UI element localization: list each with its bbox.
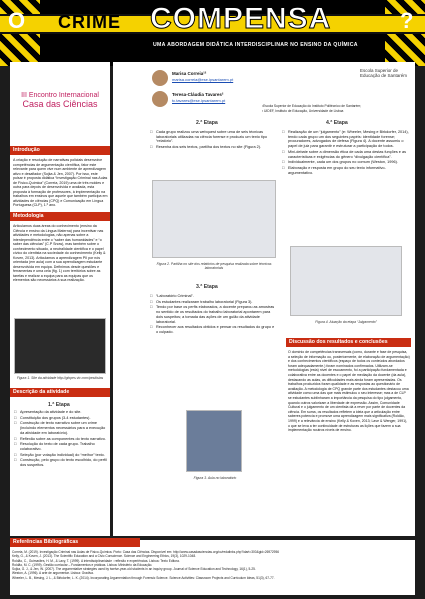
stage-2-item: □ Cada grupo realizou uma webquest sobre uma de seis técnicas laboratoriais utilizadas na ciência forense e produziu um texto tipo “relatório”. — [150, 130, 276, 144]
figure-2-caption: Figura 2. Partilha no site dos relatórios de pesquisa realizada sobre técnicas laboratoriais — [156, 262, 272, 270]
method-text: Articulamos duas áreas do conhecimento (ensino da Ciência e ensino da Língua Materna) para incentivar nas atividades e metodologias, não apenas sobre a interdependência entre o “saber das humanidades” e “o saber das ciências” (C.P Snow), mas também sobre o conhecimento situado, a neutralidade científica e o papel cívico do cientista na sociedade do conhecimento (Kelly & Koven, 2013). Articulamos a aprendizagem PII por nós orientada (em aula) com a sua aprendizagem estudante desenvolvida em equipa. Definimos desde questões e ferramentas e uma cela (fig. 1) com territórios sobre as tarefas e realizar a equipa para as equipas que os elementos são necessários à sua realização. — [13, 224, 106, 282]
intro-heading: Introdução — [10, 146, 110, 155]
reference-item: Sojka, G. J., & Jen, W. (2007). The argumentative strategies used by twelve-year-old students in an inquiry group. Journal of Science Education and Technology, 16(1), 5-25. — [12, 567, 256, 572]
stage-1-item: □ Resolução do texto de cada grupo. Trabalho colaborativo. — [14, 442, 108, 451]
author-2-avatar — [152, 91, 168, 107]
affiliation-2: ² UIDEF, Instituto de Educação, Universidade de Lisboa — [262, 109, 344, 113]
stage-4-item: □ Mini-debate sobre a dimensão ética de cada uma destas funções e as características e exigências do gênero “divulgação científica”. — [282, 150, 410, 159]
discussion-text: O domínio de competências transversais (como, durante e fase de pesquisa, a seleção de informação ou, posteriormente, de elaboração de argumentação) e dos conhecimentos científicos (espaço de todos os conteúdos abordados foram adequadamente.) foram nominados confirmados. Utilizam-se metodologias (esta) nível de escoamento, foi a participação fundamentada e colaborativa entre as docentes e o papel de mediação da docente (da aula), destacando as aulas, as dificuldades mais ainda foram apresentadas. Os trabalhos produzidos foram qualidade e as respostas ao questionário de avaliação. A metodologia de CPQ grande parte dos estudantes destacou uma atividade como uma das que mais estimulou o seu interesse; mas a de CLP se estudantes sublinharam a importância da pesquisa do tipo julgamento, quando outros valorizam a liberdade de expressão. Assim, Comunidade Cultural e o julgamento de um cientista dá a rever por parte de docentes da ciência. Em suma, os resultados refletem a ideia que a articulação entre saberes potencia e promove uma aprendizagem mais significativa (Roldão, 1999) e a relevância de ensino (Kelly & Koven, 2013; Lave & Wenger, 1991), o que se leva a ter continuidade de estruturas as lições que fazem a sua implementação noutros níveis de ensino. — [288, 350, 410, 433]
author-1-avatar — [152, 70, 168, 86]
reference-item: Wheeler, L. B., Mesing, J. L., & Birkdorfer, L. K. (2014). Incorporating Argumentation through Forensic Science. Science Activities: Classroom Projects and Curriculum Ideas, 51(3), 67-77. — [12, 575, 275, 580]
figure-3-caption: Figura 3. Aula no laboratório — [193, 476, 237, 480]
title-letter-o: O — [8, 8, 26, 33]
stage-1-item: □ Construção de texto narrativo sobre um crime (incluindo elementos necessários para a execução da atividade em laboratório). — [14, 421, 108, 435]
stage-1-item: □ Seleção (por votação individual) do “melhor” texto. — [14, 453, 108, 458]
discussion-heading: Discussão dos resultados e conclusões — [286, 338, 411, 347]
poster-subtitle: UMA ABORDAGEM DIDÁTICA INTERDISCIPLINAR NO ENSINO DA QUÍMICA — [153, 42, 358, 48]
figure-1-caption: Figura 1. Site da atividade http://glopes.vic.com/peskistas — [16, 376, 104, 380]
reference-item: Correia, M. (2019). Investigação Criminal nas Aulas de Físico-Química. Porto: Casa das Ciências. Disponível em: http://www.casadasciencias.org/cc/redalinks.php?idart=300&gid=26972956 — [12, 550, 279, 554]
stage-4-item: □ Individualmente, cada um dos grupos no comum (Weston, 1996). — [282, 160, 410, 165]
stage-4-title: 4.ª Etapa — [326, 120, 348, 126]
figure-2-reports-screenshot — [152, 180, 276, 258]
author-1-name: Marisa Correia¹² — [172, 71, 207, 76]
stage-2-list — [150, 130, 276, 151]
figure-4-trial-screenshot — [290, 246, 402, 316]
poster-header — [0, 0, 425, 66]
stage-2-item: □ Resenha dos seis textos, partilha dos textos no site (Figura 2). — [150, 145, 276, 150]
stage-1-item: □ Construção, pelo grupo do texto escolhido, do perfil dos suspeitos. — [14, 458, 108, 467]
references-list — [12, 550, 412, 580]
stage-4-item: □ Realização de um “julgamento” (e: Wheeler, Mesing e Birkdorfer, 2014), tendo cada grupo um dos seguintes papéis: identidade forense; procuradores, advogados de defesa (Figura 4). A docente assumiu o papel de juiz para garantir e estruturar a participação de todos. — [282, 130, 410, 149]
title-crime: CRIME — [58, 12, 121, 32]
description-heading: Descrição da atividade — [10, 388, 110, 397]
figure-3-lab-photo — [186, 410, 242, 472]
title-compensa: COMPENSA — [150, 2, 332, 35]
logo-line2: Casa das Ciências — [22, 99, 98, 109]
reference-item: Roldão, C., Guimarães, H. M., & Lavy, T. (1999). A interdisciplinaridade : reflexão e experiências. Lisboa: Texto Editora. — [12, 558, 180, 563]
reference-item: Kelly, G., & Koven, J. (2013). The Scientific Education and a Civic Conscience. Science and Engineering Ethics, 19(3), 1029-1048. — [12, 554, 196, 559]
stage-3-item: □ Tendo por base os perfis elaborados, a docente preparou as amostras no sentido de os resultados do trabalho laboratorial apontarem para dois suspeitos; a tomada das ações de um guião da atividade laboratorial. — [150, 305, 276, 324]
school-logo: Escola Superior de Educação de Santarém — [360, 68, 408, 78]
affiliation-1: ¹Escola Superior de Educação do Instituto Politécnico de Santarém; — [262, 104, 362, 108]
intro-text: A criação e resolução de narrativas policiais desenvolve competências de argumentação científica, fator este relevante para quem vive num ambiente de aprendizagem ativo e desafiador (Sojka & Jen, 2007). Por isso, este pulsar é proposta didática “Investigação Criminal nas Aulas de Físico-Química” (Correia, 2019) uma de três moldes e outra para depois de desenvolvida e avaliada, esta proposta à formação de professores, à implementação na trabalhos em ensinos que aquele que também participa em atividades de ciências (CPQ) e Comunicação em Língua Portuguesa (CLP), 1.º ano. — [13, 158, 108, 207]
stage-3-item: □ Reconhecer aos resultados obtidos e pensar os resultados do grupo e o culpado. — [150, 325, 276, 334]
method-heading: Metodologia — [10, 212, 110, 221]
logo-line1: III Encontro Internacional — [21, 92, 99, 99]
casa-ciencias-logo — [10, 68, 110, 140]
stage-3-item: □ Os estudantes realizaram trabalho laboratorial (Figura 3). — [150, 300, 276, 305]
stage-3-item: □ “Laboratório Criminal”. — [150, 294, 276, 299]
author-2-email[interactable]: tc.tavares@ese.ipsantarem.pt — [172, 98, 226, 103]
reference-item: Roldão, M. C. (1999). Gestão curricular – Fundamentos e práticas. Lisboa: Ministério da Educação. — [12, 562, 153, 567]
stage-2-title: 2.ª Etapa — [196, 120, 218, 126]
reference-item: Weston, A. (1996). A arte de argumentar. Lisboa: Gradiva. — [12, 571, 94, 576]
figure-1-site-screenshot — [14, 318, 106, 374]
stage-1-item: □ Reflexão sobre as componentes do texto narrativo. — [14, 437, 108, 442]
stage-1-item: □ Constituição dos grupos (3-4 estudantes). — [14, 416, 108, 421]
stage-1-item: □ Apresentação da atividade e do site. — [14, 410, 108, 415]
author-1-email[interactable]: marisa.correia@ese.ipsantarem.pt — [172, 77, 234, 82]
title-question-mark: ? — [400, 8, 414, 33]
figure-4-caption: Figura 4. Atuação da etapa “Julgamento” — [315, 320, 377, 324]
stage-1-list — [14, 410, 108, 469]
references-heading: Referências Bibliográficas — [10, 538, 140, 547]
stage-3-title: 3.ª Etapa — [196, 284, 218, 290]
stage-4-item: □ Elaboração e resposta em grupo do seu texto informativo-argumentativo. — [282, 166, 410, 175]
stage-1-title: 1.ª Etapa — [48, 402, 70, 408]
stage-4-list — [282, 130, 410, 176]
stage-3-list — [150, 294, 276, 336]
author-2-name: Teresa-Cláudia Tavares² — [172, 92, 224, 97]
